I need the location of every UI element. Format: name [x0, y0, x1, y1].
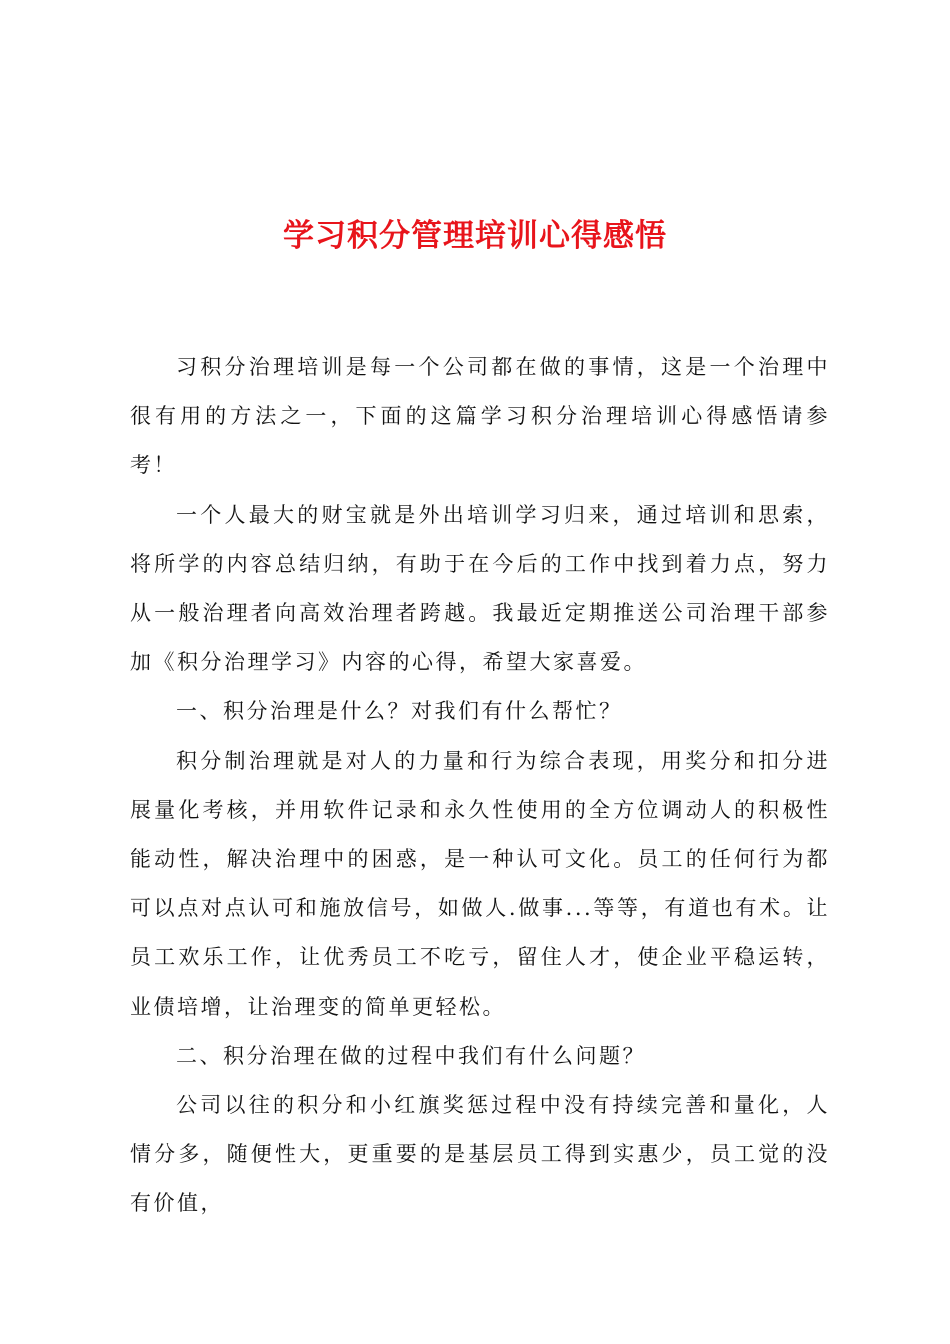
body-paragraph: 公司以往的积分和小红旗奖惩过程中没有持续完善和量化，人情分多，随便性大，更重要的是基层员工得到实惠少，员工觉的没有价值， [130, 1093, 830, 1216]
document-body [130, 343, 830, 1229]
section-heading-2: 二、积分治理在做的过程中我们有什么问题？ [176, 1043, 646, 1068]
section-heading-1: 一、积分治理是什么？对我们有什么帮忙？ [176, 699, 623, 724]
intro-paragraph: 习积分治理培训是每一个公司都在做的事情，这是一个治理中很有用的方法之一，下面的这篇学习积分治理培训心得感悟请参考！ [130, 355, 830, 478]
document-title: 学习积分管理培训心得感悟 [283, 218, 667, 254]
body-paragraph: 积分制治理就是对人的力量和行为综合表现，用奖分和扣分进展量化考核，并用软件记录和永久性使用的全方位调动人的积极性能动性，解决治理中的困惑，是一种认可文化。员工的任何行为都可以点对点认可和施放信号，如做人.做事...等等，有道也有术。让员工欢乐工作，让优秀员工不吃亏，留住人才，使企业平稳运转，业债培增，让治理变的简单更轻松。 [130, 748, 830, 1019]
body-paragraph: 一个人最大的财宝就是外出培训学习归来，通过培训和思索，将所学的内容总结归纳，有助于在今后的工作中找到着力点，努力从一般治理者向高效治理者跨越。我最近定期推送公司治理干部参加《积分治理学习》内容的心得，希望大家喜爱。 [130, 502, 830, 675]
